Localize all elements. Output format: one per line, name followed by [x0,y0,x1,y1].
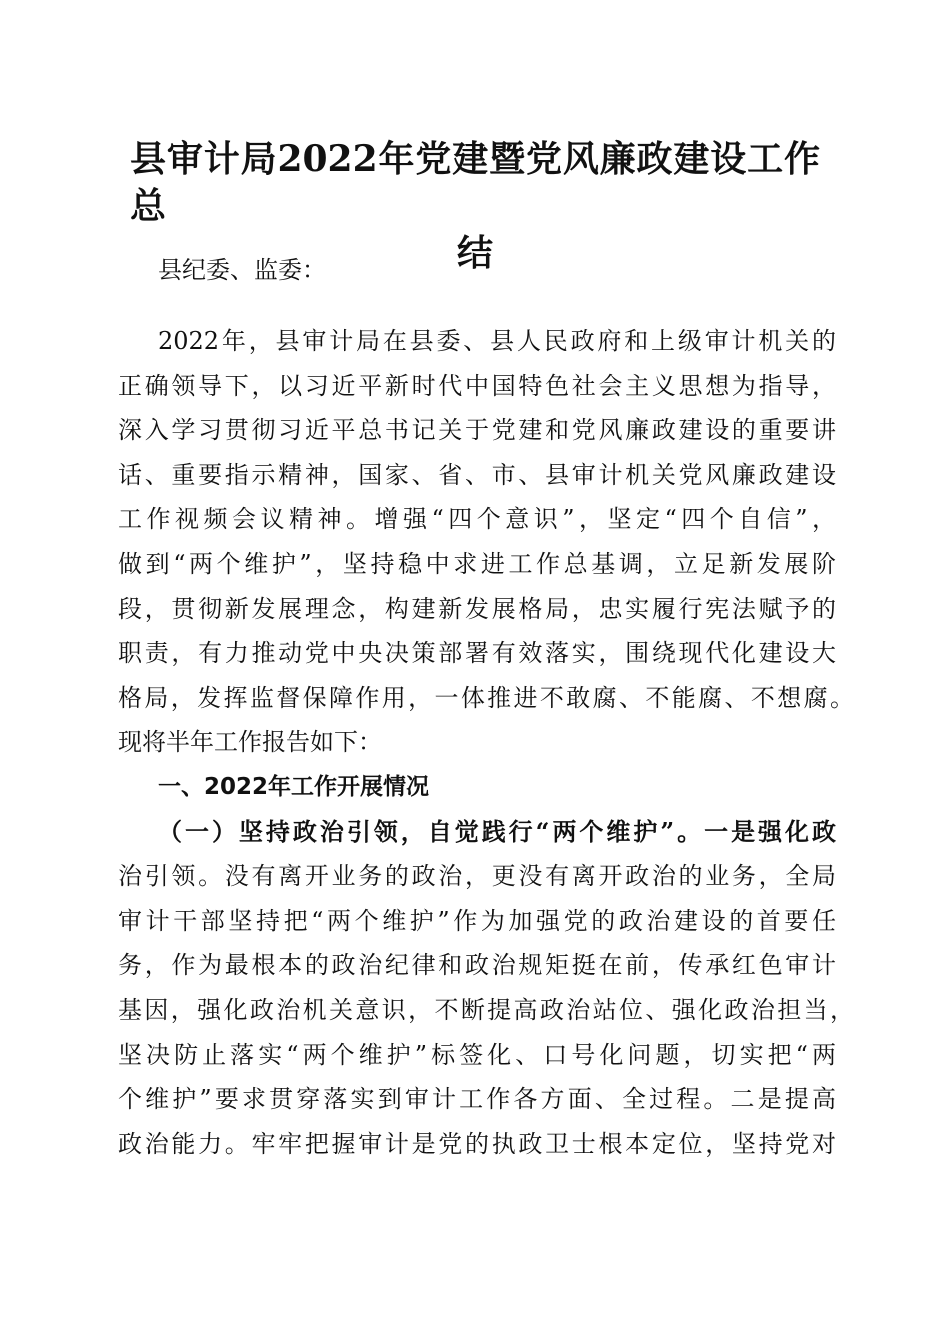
text-line: 深入学习贯彻习近平总书记关于党建和党风廉政建设的重要讲 [118,416,836,445]
text-line: 段，贯彻新发展理念，构建新发展格局，忠实履行宪法赋予的 [118,594,836,623]
title-line-1: 县审计局2022年党建暨党风廉政建设工作总 [130,138,820,227]
text-line: 工作视频会议精神。增强“四个意识”，坚定“四个自信”， [118,505,836,534]
text-line: 做到“两个维护”，坚持稳中求进工作总基调，立足新发展阶 [118,549,836,578]
title-line-2: 结 [456,232,493,274]
text-line: 审计干部坚持把“两个维护”作为加强党的政治建设的首要任 [118,906,836,935]
text-line: 治引领。没有离开业务的政治，更没有离开政治的业务，全局 [118,862,836,891]
intro-paragraph [118,319,854,1166]
section-heading: 一、2022年工作开展情况 [158,773,430,800]
salutation: 县纪委、监委： [158,256,326,284]
text-line: 职责，有力推动党中央决策部署有效落实，围绕现代化建设大 [118,639,836,668]
text-line: 格局，发挥监督保障作用，一体推进不敢腐、不能腐、不想腐。 [118,683,854,712]
text-line: 正确领导下，以习近平新时代中国特色社会主义思想为指导， [118,371,836,400]
text-line: （一）坚持政治引领，自觉践行“两个维护”。一是强化政 [158,816,836,846]
text-line: 话、重要指示精神，国家、省、市、县审计机关党风廉政建设 [118,460,836,489]
document-title [0,136,950,277]
text-line: 政治能力。牢牢把握审计是党的执政卫士根本定位，坚持党对 [118,1129,836,1158]
text-line: 基因，强化政治机关意识，不断提高政治站位、强化政治担当， [118,995,854,1024]
text-line: 坚决防止落实“两个维护”标签化、口号化问题，切实把“两 [118,1040,836,1069]
text-line: 个维护”要求贯穿落实到审计工作各方面、全过程。二是提高 [118,1085,836,1114]
text-line: 现将半年工作报告如下： [118,728,382,757]
text-line: 2022年，县审计局在县委、县人民政府和上级审计机关的 [158,327,836,355]
text-line: 务，作为最根本的政治纪律和政治规矩挺在前，传承红色审计 [118,951,836,980]
